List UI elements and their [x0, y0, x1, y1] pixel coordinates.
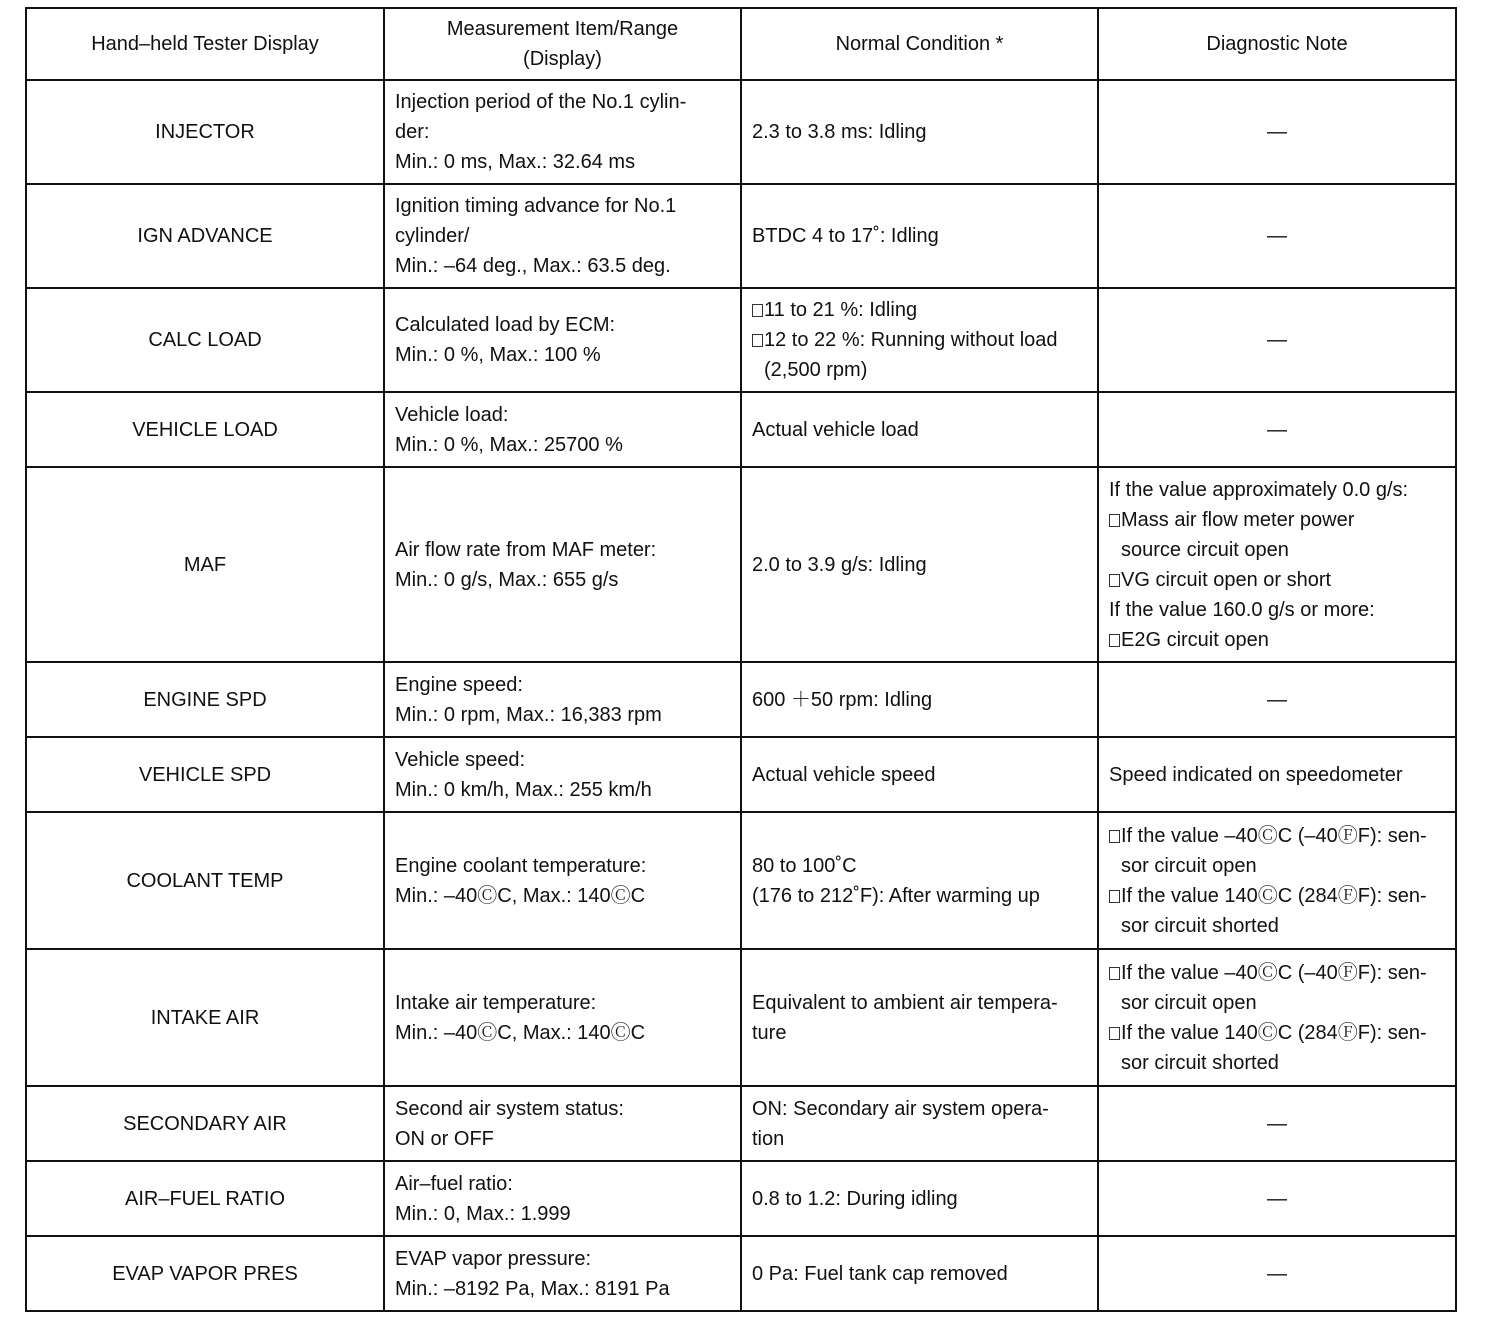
cell-line: [395, 851, 730, 881]
cell-line: [752, 1124, 1087, 1154]
cell-line-text: Injection period of the No.1 cylin-: [395, 91, 687, 113]
cell-line: [395, 988, 730, 1018]
cell-line-text: —: [1267, 1187, 1287, 1210]
cell-line: [752, 221, 1087, 251]
header-measurement-line-1: Measurement Item/Range: [446, 18, 679, 40]
cell-line: [395, 1274, 730, 1304]
cell-normal-condition: [741, 80, 1098, 184]
cell-line: [395, 191, 730, 221]
cell-measurement-item: [384, 80, 741, 184]
cell-line-text: —: [1267, 329, 1287, 351]
table-row: [26, 184, 1456, 288]
table-row: [26, 392, 1456, 467]
header-tester-display: Hand–held Tester Display: [26, 8, 384, 80]
cell-diagnostic-note: [1098, 949, 1456, 1086]
cell-line: [752, 1184, 1087, 1214]
cell-line-text: Vehicle load:: [395, 403, 509, 426]
cell-line-text: 2.0 to 3.9 g/s: Idling: [752, 553, 927, 576]
cell-line-text: Vehicle speed:: [395, 748, 526, 771]
cell-line: [395, 1169, 730, 1199]
header-measurement-item: [384, 8, 741, 80]
cell-line-text: If the value 160.0 g/s or more:: [1109, 598, 1375, 621]
cell-line-text: 80 to 100˚C: [752, 854, 857, 877]
cell-line: [1109, 625, 1445, 655]
table-row: [26, 288, 1456, 392]
cell-line-text: Second air system status:: [395, 1097, 624, 1120]
cell-line-text: Air–fuel ratio:: [395, 1172, 513, 1195]
cell-line: [395, 881, 730, 911]
cell-line: [1109, 1109, 1445, 1139]
cell-diagnostic-note: [1098, 812, 1456, 949]
cell-line-text: 0 Pa: Fuel tank cap removed: [752, 1262, 1008, 1285]
cell-line-text: ture: [752, 1021, 787, 1044]
header-row: [26, 8, 1456, 80]
cell-line-text: Min.: 0 rpm, Max.: 16,383 rpm: [395, 703, 662, 726]
cell-line: [395, 1094, 730, 1124]
cell-line: [1109, 475, 1445, 505]
cell-line-text: Speed indicated on speedometer: [1109, 763, 1403, 786]
cell-line-text: (2,500 rpm): [764, 359, 868, 381]
cell-line-text: —: [1267, 418, 1287, 441]
cell-line-text: Min.: 0 g/s, Max.: 655 g/s: [395, 568, 619, 591]
table-row: [26, 812, 1456, 949]
cell-normal-condition: [741, 662, 1098, 737]
cell-line: [395, 1018, 730, 1048]
checkbox-bullet-icon: [1109, 967, 1120, 980]
cell-line: [395, 535, 730, 565]
cell-line-text: ON or OFF: [395, 1127, 494, 1150]
cell-measurement-item: [384, 1161, 741, 1236]
cell-line-text: 11 to 21 %: Idling: [764, 299, 918, 321]
table-row: [26, 80, 1456, 184]
cell-line-text: If the value 140ⒸC (284ⒻF): sen-: [1121, 1021, 1427, 1044]
cell-line: [395, 400, 730, 430]
cell-line: [1109, 221, 1445, 251]
cell-line-text: VG circuit open or short: [1121, 568, 1332, 591]
cell-line: [1109, 911, 1445, 941]
cell-line: [752, 1259, 1087, 1289]
cell-line-text: —: [1267, 121, 1287, 143]
cell-line: [395, 1199, 730, 1229]
cell-line: [752, 117, 1087, 147]
checkbox-bullet-icon: [1109, 574, 1120, 587]
cell-measurement-item: [384, 1086, 741, 1161]
cell-line: [752, 760, 1087, 790]
cell-diagnostic-note: [1098, 184, 1456, 288]
cell-line-text: Ignition timing advance for No.1: [395, 195, 677, 217]
cell-diagnostic-note: [1098, 288, 1456, 392]
cell-line: [752, 851, 1087, 881]
cell-measurement-item: [384, 184, 741, 288]
cell-line-text: If the value approximately 0.0 g/s:: [1109, 478, 1409, 501]
cell-line: [1109, 958, 1445, 988]
cell-line-text: source circuit open: [1121, 538, 1289, 561]
cell-line: [752, 881, 1087, 911]
cell-line-text: If the value 140ⒸC (284ⒻF): sen-: [1121, 884, 1427, 907]
cell-line-text: —: [1267, 688, 1287, 711]
cell-line-text: —: [1267, 225, 1287, 247]
cell-line: [1109, 325, 1445, 355]
header-diagnostic-note: Diagnostic Note: [1098, 8, 1456, 80]
cell-tester-display: IGN ADVANCE: [26, 184, 384, 288]
cell-line: [395, 117, 730, 147]
cell-line-text: (176 to 212˚F): After warming up: [752, 884, 1040, 907]
cell-line-text: Actual vehicle speed: [752, 763, 936, 786]
cell-line-text: sor circuit shorted: [1121, 1051, 1279, 1074]
cell-tester-display: MAF: [26, 467, 384, 662]
cell-tester-display: EVAP VAPOR PRES: [26, 1236, 384, 1311]
cell-line-text: —: [1267, 1262, 1287, 1285]
cell-normal-condition: [741, 184, 1098, 288]
cell-line: [395, 251, 730, 281]
cell-line-text: If the value –40ⒸC (–40ⒻF): sen-: [1121, 824, 1427, 847]
cell-line: [752, 325, 1087, 355]
cell-tester-display: INTAKE AIR: [26, 949, 384, 1086]
cell-measurement-item: [384, 467, 741, 662]
cell-tester-display: AIR–FUEL RATIO: [26, 1161, 384, 1236]
cell-line: [395, 310, 730, 340]
cell-measurement-item: [384, 949, 741, 1086]
cell-line: [1109, 565, 1445, 595]
cell-measurement-item: [384, 662, 741, 737]
cell-normal-condition: [741, 949, 1098, 1086]
cell-line-text: Min.: 0 %, Max.: 100 %: [395, 344, 601, 366]
cell-measurement-item: [384, 1236, 741, 1311]
cell-line: [1109, 1048, 1445, 1078]
cell-line-text: Min.: –40ⒸC, Max.: 140ⒸC: [395, 884, 646, 907]
cell-line: [395, 1244, 730, 1274]
cell-line-text: BTDC 4 to 17˚: Idling: [752, 225, 939, 247]
cell-tester-display: CALC LOAD: [26, 288, 384, 392]
cell-line-text: der:: [395, 121, 430, 143]
cell-line-text: —: [1267, 1112, 1287, 1135]
cell-line: [752, 295, 1087, 325]
cell-line-text: EVAP vapor pressure:: [395, 1247, 592, 1270]
cell-tester-display: VEHICLE SPD: [26, 737, 384, 812]
cell-line-text: Engine coolant temperature:: [395, 854, 647, 877]
checkbox-bullet-icon: [1109, 1027, 1120, 1040]
cell-line: [395, 147, 730, 177]
cell-diagnostic-note: [1098, 1236, 1456, 1311]
cell-line-text: Min.: 0, Max.: 1.999: [395, 1202, 571, 1225]
cell-tester-display: COOLANT TEMP: [26, 812, 384, 949]
cell-line-text: Min.: 0 %, Max.: 25700 %: [395, 433, 623, 456]
cell-normal-condition: [741, 1161, 1098, 1236]
cell-tester-display: ENGINE SPD: [26, 662, 384, 737]
cell-tester-display: VEHICLE LOAD: [26, 392, 384, 467]
cell-line-text: If the value –40ⒸC (–40ⒻF): sen-: [1121, 961, 1427, 984]
cell-line-text: 2.3 to 3.8 ms: Idling: [752, 121, 927, 143]
cell-line: [1109, 505, 1445, 535]
cell-line-text: Min.: 0 km/h, Max.: 255 km/h: [395, 778, 652, 801]
cell-line: [1109, 1018, 1445, 1048]
cell-normal-condition: [741, 288, 1098, 392]
cell-normal-condition: [741, 1236, 1098, 1311]
cell-measurement-item: [384, 392, 741, 467]
checkbox-bullet-icon: [752, 334, 763, 347]
cell-normal-condition: [741, 467, 1098, 662]
cell-line-text: Calculated load by ECM:: [395, 314, 616, 336]
checkbox-bullet-icon: [1109, 514, 1120, 527]
cell-line-text: Min.: –40ⒸC, Max.: 140ⒸC: [395, 1021, 646, 1044]
cell-diagnostic-note: [1098, 737, 1456, 812]
cell-line: [1109, 851, 1445, 881]
cell-tester-display: INJECTOR: [26, 80, 384, 184]
cell-line: [1109, 117, 1445, 147]
cell-measurement-item: [384, 288, 741, 392]
cell-line-text: ON: Secondary air system opera-: [752, 1097, 1049, 1120]
header-normal-condition: Normal Condition *: [741, 8, 1098, 80]
cell-line-text: Air flow rate from MAF meter:: [395, 538, 657, 561]
cell-line: [1109, 881, 1445, 911]
cell-tester-display: SECONDARY AIR: [26, 1086, 384, 1161]
header-measurement-line-2: (Display): [523, 48, 602, 70]
table-row: [26, 467, 1456, 662]
cell-line: [1109, 1184, 1445, 1214]
cell-line-text: Equivalent to ambient air tempera-: [752, 991, 1058, 1014]
cell-line: [395, 430, 730, 460]
cell-line: [752, 415, 1087, 445]
cell-line-text: Engine speed:: [395, 673, 523, 696]
checkbox-bullet-icon: [1109, 830, 1120, 843]
cell-line-text: sor circuit open: [1121, 991, 1257, 1014]
cell-line: [1109, 1259, 1445, 1289]
cell-normal-condition: [741, 1086, 1098, 1161]
cell-line: [395, 340, 730, 370]
cell-diagnostic-note: [1098, 662, 1456, 737]
cell-line-text: 0.8 to 1.2: During idling: [752, 1187, 958, 1210]
cell-line-text: E2G circuit open: [1121, 628, 1269, 651]
cell-line-text: sor circuit shorted: [1121, 914, 1279, 937]
cell-line-text: cylinder/: [395, 225, 470, 247]
cell-line: [1109, 760, 1445, 790]
cell-measurement-item: [384, 812, 741, 949]
cell-line: [752, 550, 1087, 580]
cell-line: [752, 685, 1087, 715]
checkbox-bullet-icon: [1109, 890, 1120, 903]
cell-line: [395, 775, 730, 805]
cell-line-text: 600 ＋50 rpm: Idling: [752, 688, 933, 711]
cell-line-text: Min.: –64 deg., Max.: 63.5 deg.: [395, 255, 671, 277]
table-row: [26, 737, 1456, 812]
cell-line: [1109, 595, 1445, 625]
cell-line: [395, 565, 730, 595]
cell-line-text: 12 to 22 %: Running without load: [764, 329, 1058, 351]
cell-diagnostic-note: [1098, 1161, 1456, 1236]
cell-line-text: sor circuit open: [1121, 854, 1257, 877]
cell-line: [752, 355, 1087, 385]
cell-diagnostic-note: [1098, 1086, 1456, 1161]
cell-line: [395, 745, 730, 775]
cell-line-text: Min.: 0 ms, Max.: 32.64 ms: [395, 151, 636, 173]
cell-normal-condition: [741, 392, 1098, 467]
checkbox-bullet-icon: [752, 304, 763, 317]
cell-line: [1109, 535, 1445, 565]
table-row: [26, 1086, 1456, 1161]
cell-line: [752, 1094, 1087, 1124]
cell-normal-condition: [741, 737, 1098, 812]
cell-line: [395, 87, 730, 117]
cell-line-text: Mass air flow meter power: [1121, 508, 1355, 531]
cell-line: [1109, 988, 1445, 1018]
cell-normal-condition: [741, 812, 1098, 949]
cell-line-text: tion: [752, 1127, 785, 1150]
cell-line: [395, 670, 730, 700]
cell-line-text: Intake air temperature:: [395, 991, 597, 1014]
table-row: [26, 1161, 1456, 1236]
cell-line-text: Min.: –8192 Pa, Max.: 8191 Pa: [395, 1277, 670, 1300]
data-list-table: [25, 7, 1457, 1312]
cell-line-text: Actual vehicle load: [752, 418, 919, 441]
cell-line: [395, 221, 730, 251]
cell-line: [395, 700, 730, 730]
cell-line: [395, 1124, 730, 1154]
table-row: [26, 949, 1456, 1086]
cell-diagnostic-note: [1098, 80, 1456, 184]
cell-line: [752, 1018, 1087, 1048]
cell-line: [1109, 821, 1445, 851]
table-row: [26, 662, 1456, 737]
cell-line: [1109, 415, 1445, 445]
cell-line: [1109, 685, 1445, 715]
table-row: [26, 1236, 1456, 1311]
cell-measurement-item: [384, 737, 741, 812]
cell-diagnostic-note: [1098, 467, 1456, 662]
checkbox-bullet-icon: [1109, 634, 1120, 647]
cell-diagnostic-note: [1098, 392, 1456, 467]
cell-line: [752, 988, 1087, 1018]
